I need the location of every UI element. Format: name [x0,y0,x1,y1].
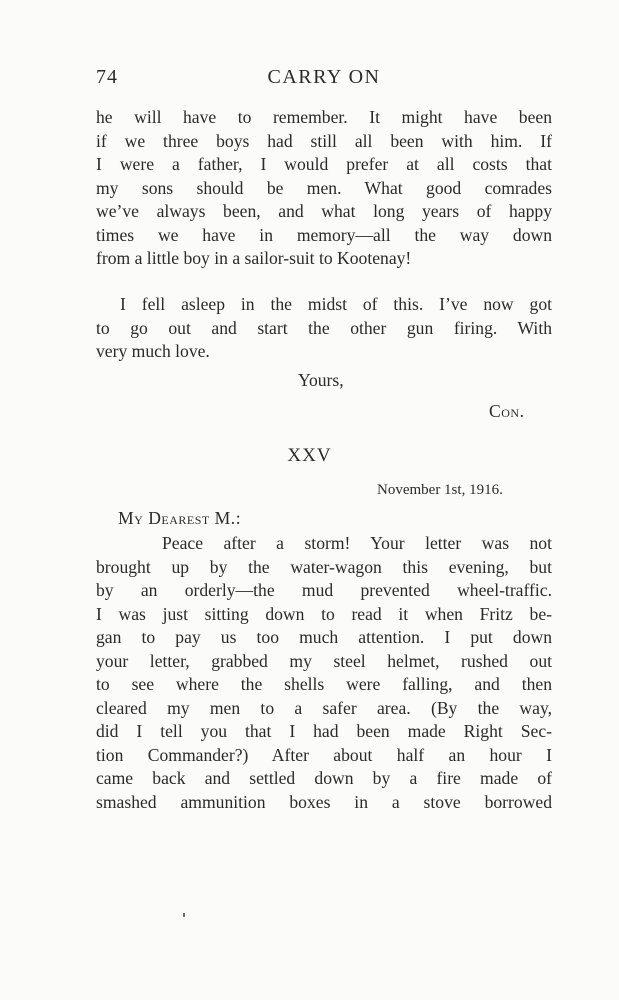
text-line: tion Commander?) After about half an hour I [96,744,552,765]
signature: Con. [489,401,525,421]
text-line: from a little boy in a sailor-suit to Kootenay! [96,248,412,268]
text-line: I was just sitting down to read it when Fritz be- [96,603,552,624]
letter-date: November 1st, 1916. [377,482,503,498]
text-line: brought up by the water-wagon this evening, but [96,556,552,577]
text-line: my sons should be men. What good comrades [96,177,552,198]
valediction: Yours, [298,370,344,390]
text-line: gan to pay us too much attention. I put down [96,627,552,647]
running-title: CARRY ON [267,66,381,88]
text-line: by an orderly—the mud prevented wheel-traffic. [96,580,552,600]
text-line: your letter, grabbed my steel helmet, rushed out [96,650,552,671]
text-line: he will have to remember. It might have been [96,107,552,127]
text-line: cleared my men to a safer area. (By the way, [96,697,552,718]
text-line: we’ve always been, and what long years of happy [96,201,552,221]
text-line: smashed ammunition boxes in a stove borrowed [96,791,552,812]
text-line: I were a father, I would prefer at all costs that [96,154,552,174]
paragraph-closing [96,293,552,364]
page-header [96,66,552,92]
chapter-heading: XXV [287,445,332,466]
text-line: times we have in memory—all the way down [96,224,552,245]
text-line: if we three boys had still all been with him. If [96,130,552,151]
paragraph-continued [96,106,552,271]
text-line: I fell asleep in the midst of this. I’ve now got [120,294,552,314]
text-line: came back and settled down by a fire made of [96,768,552,788]
page-number: 74 [96,66,118,88]
letter-salutation: My Dearest M.: [118,508,242,528]
text-line: did I tell you that I had been made Right Sec- [96,721,552,741]
text-line: to go out and start the other gun firing. With [96,317,552,338]
text-line: Peace after a storm! Your letter was not [162,533,552,553]
letter-body [96,532,552,814]
text-line: very much love. [96,341,210,361]
text-line: to see where the shells were falling, and then [96,674,552,694]
ink-speck [183,913,185,917]
